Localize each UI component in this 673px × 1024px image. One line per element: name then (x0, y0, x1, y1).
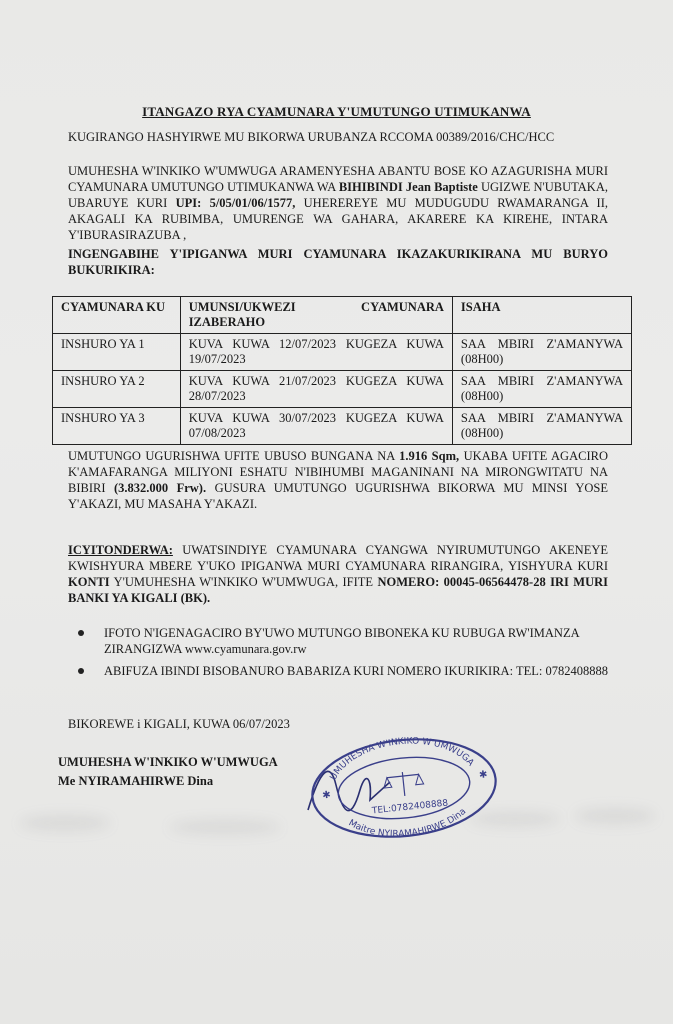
announcement-paragraph (68, 163, 608, 243)
notice-label: ICYITONDERWA: (68, 543, 173, 557)
place-date: BIKOREWE i KIGALI, KUWA 06/07/2023 (68, 717, 290, 731)
signatory-title: UMUHESHA W'INKIKO W'UMWUGA (58, 755, 278, 769)
announcement-text-c: UHEREREYE MU MUDUGUDU RWAMARANGA II, AKAGALI KA RUBIMBA, UMURENGE WA GAHARA, AKARERE KA KIREHE, INTARA Y'IBURASIRAZUBA , (68, 196, 608, 242)
property-paragraph (68, 448, 608, 512)
notice-text-b: Y'UMUHESHA W'INKIKO W'UMWUGA, IFITE (109, 575, 378, 589)
announcement-text-b: UGIZWE N'UBUTAKA, UBARUYE KURI (68, 180, 608, 210)
property-text-b: UKABA UFITE AGACIRO K'AMAFARANGA MILIYONI ESHATU N'IBIHUMBI MAGANINANI NA MIRONGWITATU NA BIBIRI (68, 449, 608, 495)
signatory-name: Me NYIRAMAHIRWE Dina (58, 774, 214, 788)
info-bullet-list (78, 625, 612, 685)
cell-time: SAA MBIRI Z'AMANYWA (08H00) (452, 334, 631, 371)
announcement-text-a: UMUHESHA W'INKIKO W'UMWUGA ARAMENYESHA ABANTU BOSE KO AZAGURISHA MURI CYAMUNARA UMUTUNGO UTIMUKANWA WA (68, 164, 608, 194)
auction-schedule-table (52, 296, 632, 445)
stamp-bottom-text: Maitre NYIRAMAHIRWE Dina (346, 806, 469, 840)
cell-round: INSHURO YA 3 (53, 408, 181, 445)
property-value: (3.832.000 Frw). (113, 481, 207, 495)
cell-round: INSHURO YA 2 (53, 371, 181, 408)
property-text-a: UMUTUNGO UGURISHWA UFITE UBUSO BUNGANA NA (68, 449, 400, 463)
property-area: 1.916 Sqm, (399, 449, 460, 463)
notice-text-a: UWATSINDIYE CYAMUNARA CYANGWA NYIRUMUTUNGO AKENEYE KWISHYURA MBERE Y'UKO IPIGANWA MURI CYAMUNARA RIRANGIRA, YISHYURA KURI (68, 543, 608, 573)
schedule-heading: INGENGABIHE Y'IPIGANWA MURI CYAMUNARA IKAZAKURIKIRANA MU BURYO BUKURIKIRA: (68, 247, 608, 277)
header-round: CYAMUNARA KU (53, 297, 181, 334)
signature-scribble (308, 771, 390, 810)
svg-text:UMUHESHA W'INKIKO W'UMWUGA (325, 730, 476, 784)
svg-text:✱: ✱ (478, 769, 489, 782)
stamp-tel: TEL:0782408888 (371, 798, 449, 817)
table-header-row (53, 297, 632, 334)
stamp-top-text: UMUHESHA W'INKIKO W'UMWUGA (328, 736, 476, 783)
konti-label: KONTI (68, 575, 110, 589)
cell-dates: KUVA KUWA 21/07/2023 KUGEZA KUWA 28/07/2023 (180, 371, 452, 408)
header-time: ISAHA (452, 297, 631, 334)
cell-time: SAA MBIRI Z'AMANYWA (08H00) (452, 408, 631, 445)
cell-dates: KUVA KUWA 30/07/2023 KUGEZA KUWA 07/08/2023 (180, 408, 452, 445)
upi-number: UPI: 5/05/01/06/1577, (175, 196, 296, 210)
official-stamp-icon (300, 730, 505, 840)
bullet-text: ABIFUZA IBINDI BISOBANURO BABARIZA KURI NOMERO IKURIKIRA: TEL: 0782408888 (104, 664, 608, 678)
bullet-icon (78, 668, 84, 674)
table-row (53, 371, 632, 408)
document-title: ITANGAZO RYA CYAMUNARA Y'UMUTUNGO UTIMUKANWA (142, 104, 531, 119)
bullet-text: IFOTO N'IGENAGACIRO BY'UWO MUTUNGO BIBONEKA KU RUBUGA RW'IMANZA ZIRANGIZWA www.cyamunara.gov.rw (104, 626, 579, 656)
list-item (78, 663, 612, 679)
bullet-icon (78, 630, 84, 636)
notice-paragraph (68, 542, 608, 606)
owner-name: BIHIBINDI Jean Baptiste (338, 180, 478, 194)
account-number: NOMERO: 00045-06564478-28 IRI MURI BANKI YA KIGALI (BK). (68, 575, 608, 605)
table-row (53, 334, 632, 371)
svg-text:✱: ✱ (321, 789, 332, 802)
cell-time: SAA MBIRI Z'AMANYWA (08H00) (452, 371, 631, 408)
cell-dates: KUVA KUWA 12/07/2023 KUGEZA KUWA 19/07/2023 (180, 334, 452, 371)
property-text-c: GUSURA UMUTUNGO UGURISHWA BIKORWA MU MINSI YOSE Y'AKAZI, MU MASAHA Y'AKAZI. (68, 481, 608, 511)
intro-paragraph: KUGIRANGO HASHYIRWE MU BIKORWA URUBANZA RCCOMA 00389/2016/CHC/HCC (68, 130, 555, 144)
header-dates: UMUNSI/UKWEZI CYAMUNARA IZABERAHO (180, 297, 452, 334)
cell-round: INSHURO YA 1 (53, 334, 181, 371)
list-item (78, 625, 612, 657)
table-row (53, 408, 632, 445)
